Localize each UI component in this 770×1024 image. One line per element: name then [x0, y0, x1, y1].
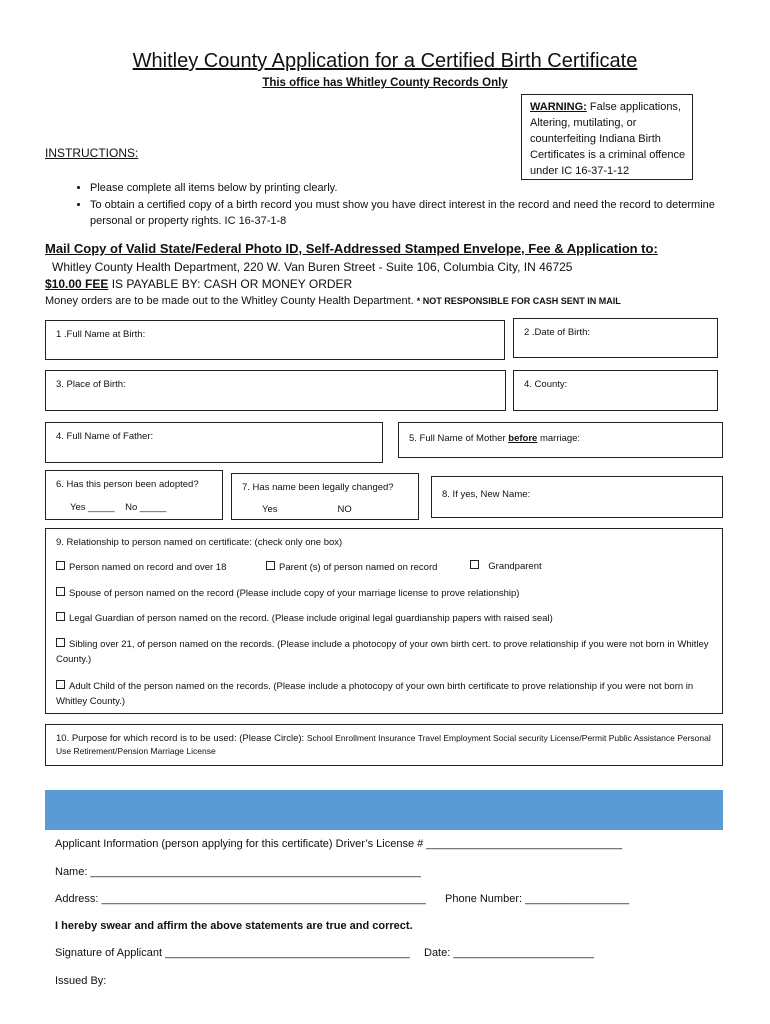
name-changed-yes[interactable]: Yes [262, 504, 278, 515]
mother-label-before: before [508, 433, 538, 444]
fee-amount: $10.00 FEE [45, 277, 109, 291]
checkbox[interactable] [470, 560, 479, 569]
issued-by-line: Issued By: [55, 975, 107, 987]
place-label: 3. Place of Birth: [56, 379, 126, 390]
mail-address: Whitley County Health Department, 220 W. Van Buren Street - Suite 106, Columbia City, IN 46725 [52, 260, 573, 274]
new-name-field[interactable] [431, 476, 723, 518]
checkbox[interactable] [56, 561, 65, 570]
relationship-option-adult-child[interactable] [56, 679, 716, 709]
place-field[interactable] [45, 370, 506, 411]
new-name-label: 8. If yes, New Name: [442, 489, 531, 500]
adopted-no[interactable]: No _____ [125, 502, 167, 513]
relationship-option-self[interactable] [56, 561, 226, 573]
warning-box [521, 94, 693, 180]
purpose-box [45, 724, 723, 766]
name-changed-no[interactable]: NO [337, 504, 352, 515]
instructions-heading: INSTRUCTIONS: [45, 146, 139, 160]
name-changed-box [231, 473, 419, 520]
relationship-heading: 9. Relationship to person named on certificate: (check only one box) [56, 537, 343, 548]
checkbox[interactable] [56, 680, 65, 689]
county-field[interactable] [513, 370, 718, 411]
instruction-item: • To obtain a certified copy of a birth record you must show you have direct interest in the record and need the record to determine personal or property rights. IC 16-37-1-8 [90, 197, 740, 230]
relationship-option-guardian[interactable] [56, 612, 553, 624]
checkbox[interactable] [266, 561, 275, 570]
purpose-heading: 10. Purpose for which record is to be used: (Please Circle): [56, 733, 307, 744]
option-label: Person named on record and over 18 [69, 562, 227, 573]
adopted-label: 6. Has this person been adopted? [56, 479, 199, 490]
relationship-box [45, 528, 723, 714]
father-label: 4. Full Name of Father: [56, 431, 154, 442]
mother-label-pre: 5. Full Name of Mother [409, 433, 509, 444]
date-line[interactable]: Date: _______________________ [424, 947, 595, 959]
instructions-list [60, 180, 740, 230]
relationship-option-parent[interactable] [266, 561, 437, 573]
warning-label: WARNING: [530, 101, 587, 113]
relationship-option-spouse[interactable] [56, 587, 519, 599]
father-name-field[interactable] [45, 422, 383, 463]
option-label: Sibling over 21, of person named on the records. (Please include a photocopy of your own birth cert. to prove relationship if you were not born in Whitley County.) [56, 639, 709, 665]
adopted-yes[interactable]: Yes _____ [70, 502, 115, 513]
option-label: Spouse of person named on the record (Please include copy of your marriage license to prove relationship) [69, 588, 520, 599]
mail-heading: Mail Copy of Valid State/Federal Photo ID, Self-Addressed Stamped Envelope, Fee & Application to: [45, 241, 658, 256]
full-name-label: 1 .Full Name at Birth: [56, 329, 146, 340]
checkbox[interactable] [56, 612, 65, 621]
county-label: 4. County: [524, 379, 568, 390]
purpose-options[interactable]: School Enrollment Insurance Travel Employment Social security License/Permit Public Assistance Personal Use Retirement/Pension Marriage License [56, 733, 711, 756]
mother-label-post: marriage: [537, 433, 581, 444]
section-divider-bar [45, 790, 723, 830]
relationship-option-sibling[interactable] [56, 637, 711, 667]
dob-field[interactable] [513, 318, 718, 358]
name-changed-answers [242, 504, 408, 515]
applicant-address-line[interactable]: Address: _____________________________________________________ [55, 893, 426, 905]
money-order-line [45, 295, 621, 307]
adopted-answers [56, 502, 212, 513]
option-label: Grandparent [488, 561, 542, 572]
instruction-item: • Please complete all items below by printing clearly. [90, 180, 740, 197]
page-subtitle: This office has Whitley County Records Only [262, 77, 508, 89]
name-changed-label: 7. Has name been legally changed? [242, 482, 394, 493]
money-order-text: Money orders are to be made out to the Whitley County Health Department. [45, 295, 417, 307]
not-responsible-note: * NOT RESPONSIBLE FOR CASH SENT IN MAIL [416, 296, 621, 306]
fee-text: IS PAYABLE BY: CASH OR MONEY ORDER [108, 277, 353, 291]
applicant-info-line[interactable]: Applicant Information (person applying for this certificate) Driver’s License # ________________________________ [55, 838, 623, 850]
option-label: Legal Guardian of person named on the record. (Please include original legal guardianship papers with raised seal) [69, 613, 553, 624]
relationship-option-grandparent[interactable] [470, 560, 542, 572]
applicant-name-line[interactable]: Name: ______________________________________________________ [55, 866, 421, 878]
adopted-box [45, 470, 223, 520]
mother-name-field[interactable] [398, 422, 723, 458]
signature-line[interactable]: Signature of Applicant ________________________________________ [55, 947, 410, 959]
checkbox[interactable] [56, 638, 65, 647]
full-name-field[interactable] [45, 320, 505, 360]
fee-line [45, 277, 352, 291]
option-label: Adult Child of the person named on the records. (Please include a photocopy of your own birth certificate to prove relationship if you were not born in Whitley County.) [56, 681, 694, 707]
applicant-phone-line[interactable]: Phone Number: _________________ [445, 893, 630, 905]
page-title: Whitley County Application for a Certified Birth Certificate [132, 50, 638, 72]
affirmation-statement: I hereby swear and affirm the above statements are true and correct. [55, 920, 413, 932]
dob-label: 2 .Date of Birth: [524, 327, 591, 338]
option-label: Parent (s) of person named on record [279, 562, 438, 573]
warning-text: False applications, Altering, mutilating, or counterfeiting Indiana Birth Certificates is a criminal offence under IC 16-37-1-12 [530, 101, 686, 177]
checkbox[interactable] [56, 587, 65, 596]
